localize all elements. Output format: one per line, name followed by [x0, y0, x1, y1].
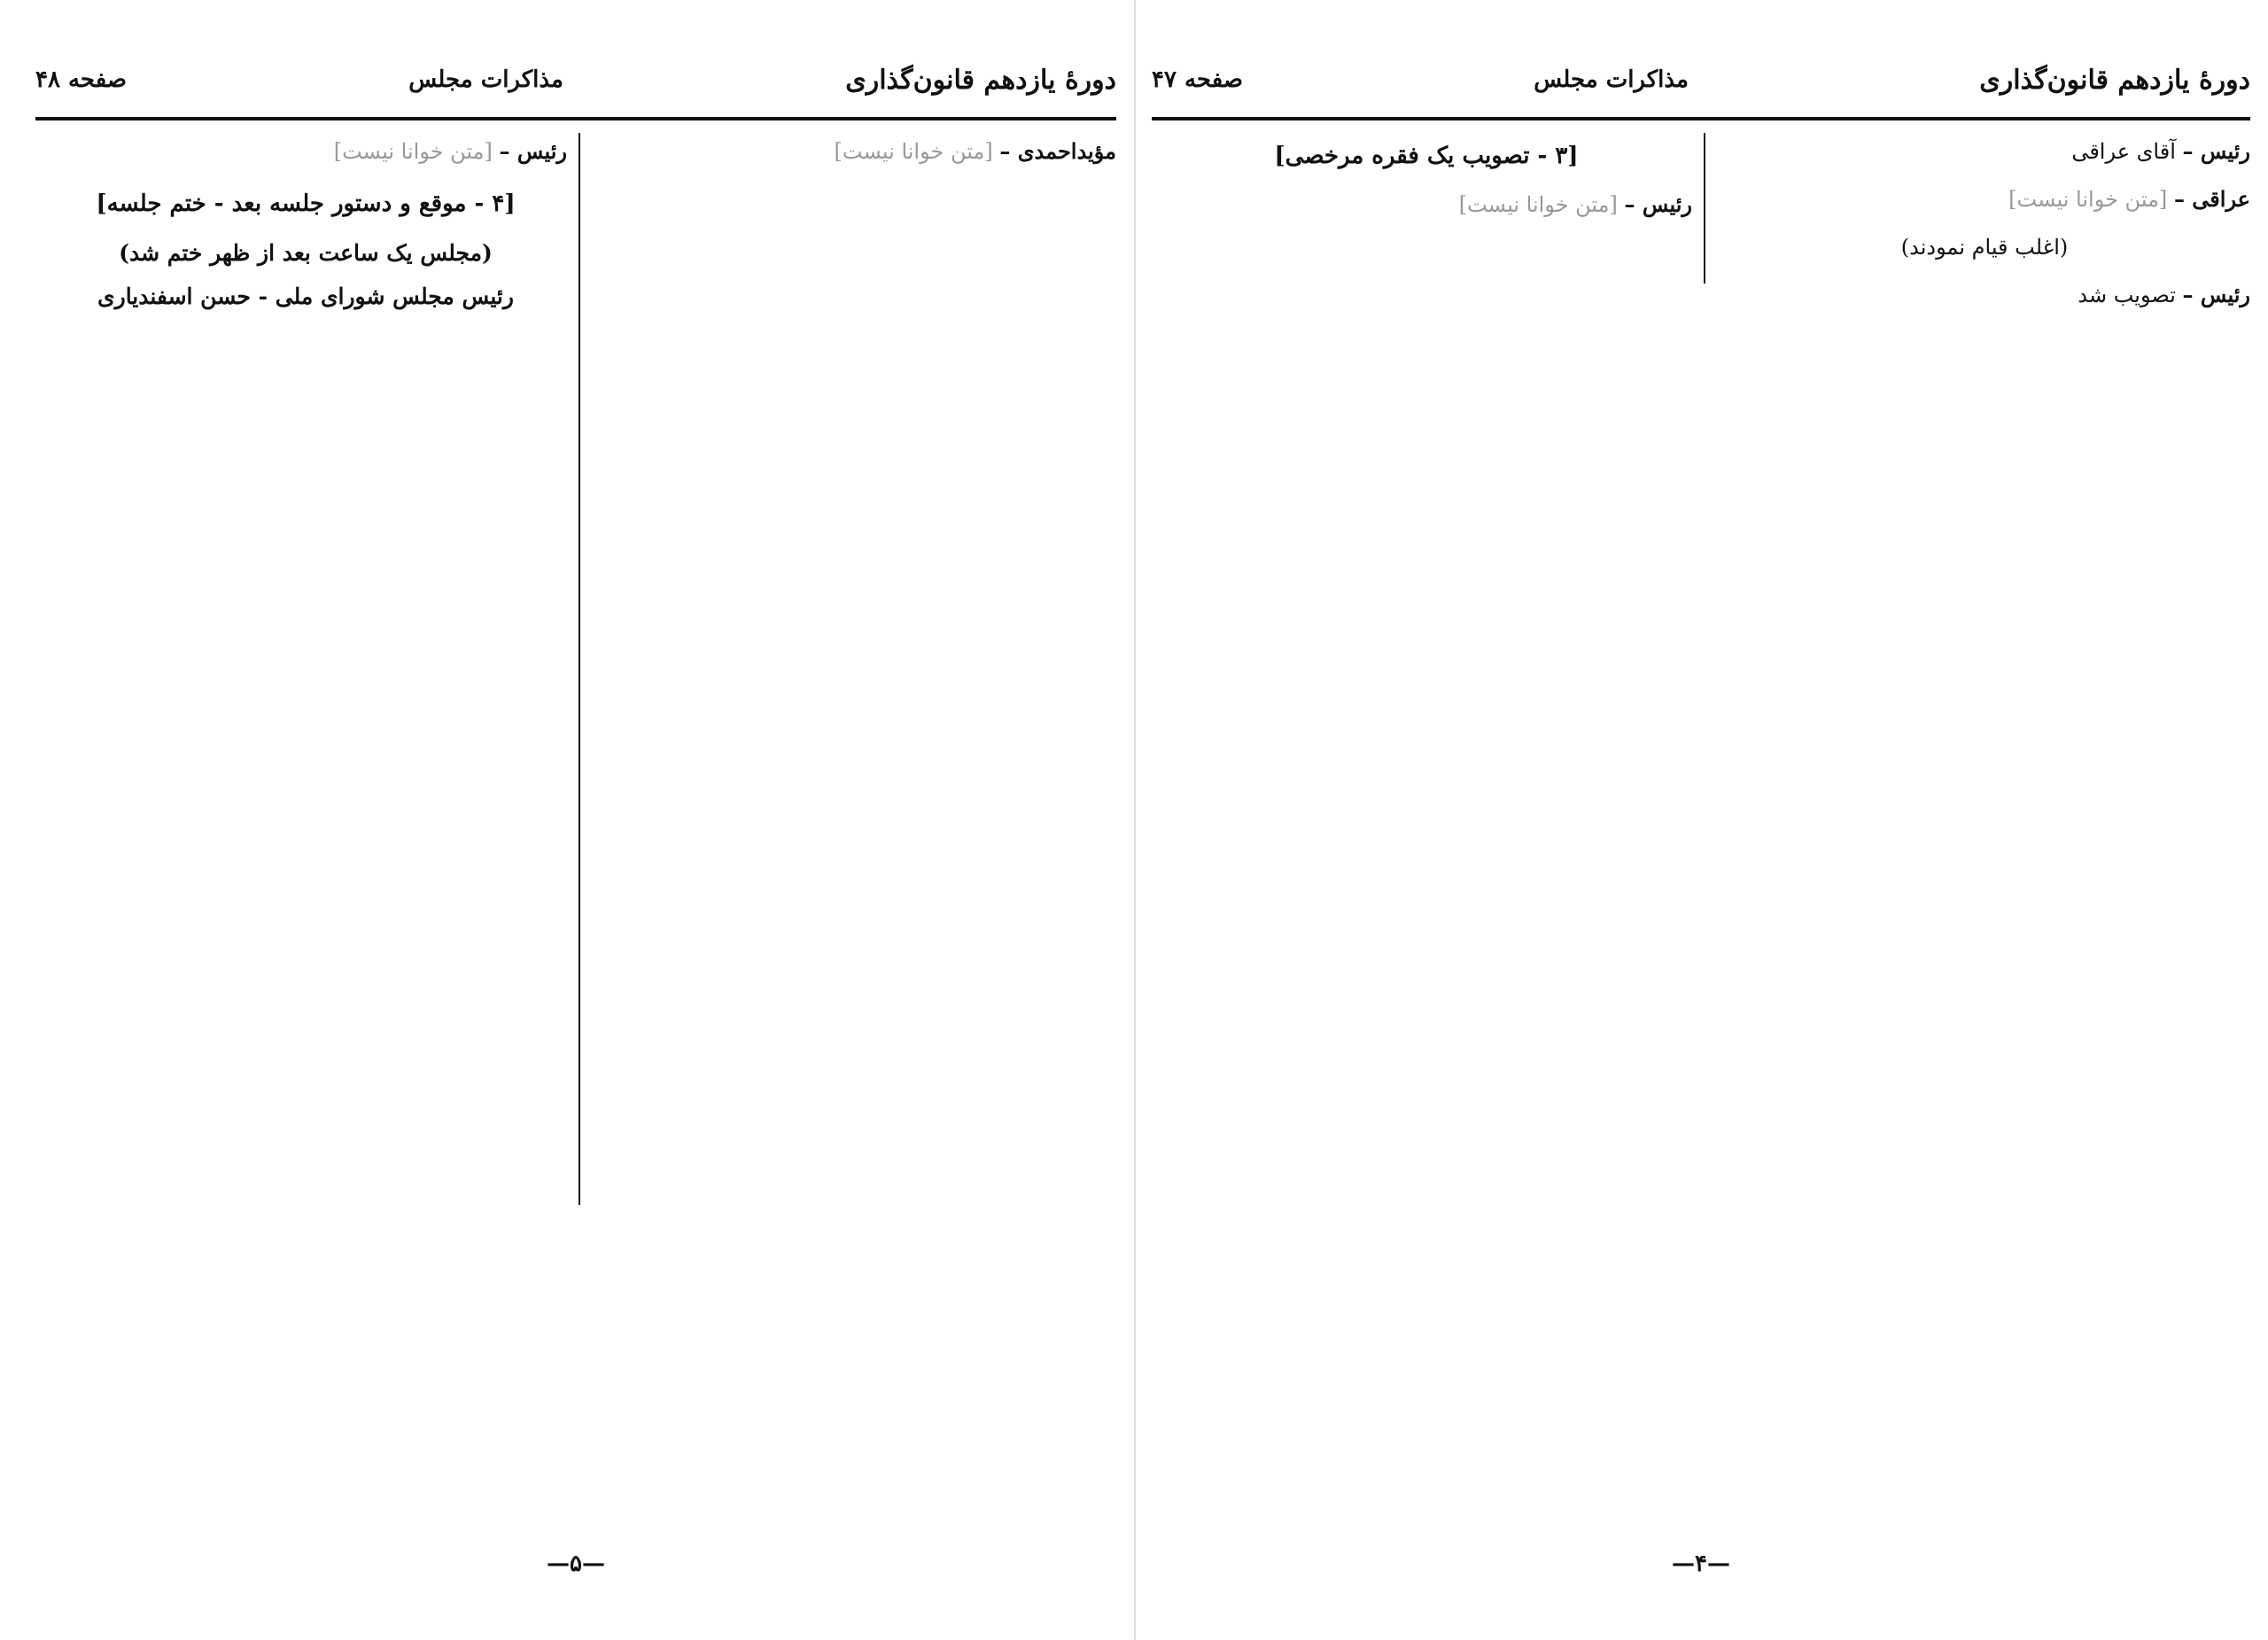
paragraph — [1719, 133, 2250, 170]
page-number: صفحه ۴۷ — [1152, 66, 1243, 93]
section-heading: [۳ - تصویب یک فقره مرخصی] — [1274, 143, 1579, 169]
binding-spine — [1134, 0, 1136, 1640]
speech-text: تصویب شد — [2078, 283, 2176, 307]
running-title: مذاکرات مجلس — [1534, 66, 1689, 93]
paragraph — [1719, 181, 2250, 218]
legislative-term: دورهٔ یازدهم قانون‌گذاری — [845, 64, 1116, 96]
paragraph — [594, 133, 1116, 170]
section-heading: [۴ - موقع و دستور جلسه بعد - ختم جلسه] — [96, 190, 516, 217]
procedural-note: (اغلب قیام نمودند) — [1900, 235, 2069, 260]
running-title: مذاکرات مجلس — [408, 66, 563, 93]
paragraph — [1161, 186, 1692, 223]
speech-text: [متن خوانا نیست] — [2008, 187, 2168, 212]
speech-text: [متن خوانا نیست] — [1458, 191, 1618, 217]
speaker-name: عراقی – — [2173, 186, 2250, 212]
column-right — [594, 133, 1116, 1524]
header-rule — [1152, 117, 2250, 120]
page-48 — [35, 35, 1116, 1613]
column-left — [1161, 133, 1692, 1524]
speaker-name: مؤیداحمدی – — [999, 138, 1116, 164]
session-closing-note: (مجلس یک ساعت بعد از ظهر ختم شد) — [119, 239, 493, 266]
speaker-name: رئیس – — [1624, 190, 1692, 217]
paragraph — [1719, 276, 2250, 314]
speech-text: آقای عراقی — [2071, 139, 2176, 164]
page-header — [1152, 53, 2250, 106]
speech-text: [متن خوانا نیست] — [834, 139, 993, 164]
page-footer-number: —۴— — [1672, 1551, 1730, 1577]
speaker-name: رئیس – — [2182, 138, 2250, 164]
page-47 — [1152, 35, 2250, 1613]
signature: رئیس مجلس شورای ملی - حسن اسفندیاری — [97, 284, 514, 310]
column-divider — [579, 133, 580, 1205]
speaker-name: رئیس – — [499, 138, 567, 164]
header-rule — [35, 117, 1116, 120]
page-header — [35, 53, 1116, 106]
column-left — [44, 133, 567, 1524]
page-footer-number: —۵— — [547, 1551, 605, 1577]
paragraph — [44, 133, 567, 170]
legislative-term: دورهٔ یازدهم قانون‌گذاری — [1979, 64, 2250, 96]
speech-text: [متن خوانا نیست] — [333, 139, 493, 164]
speaker-name: رئیس – — [2182, 282, 2250, 307]
column-right — [1719, 133, 2250, 1524]
column-divider — [1704, 133, 1705, 284]
page-number: صفحه ۴۸ — [35, 66, 127, 93]
